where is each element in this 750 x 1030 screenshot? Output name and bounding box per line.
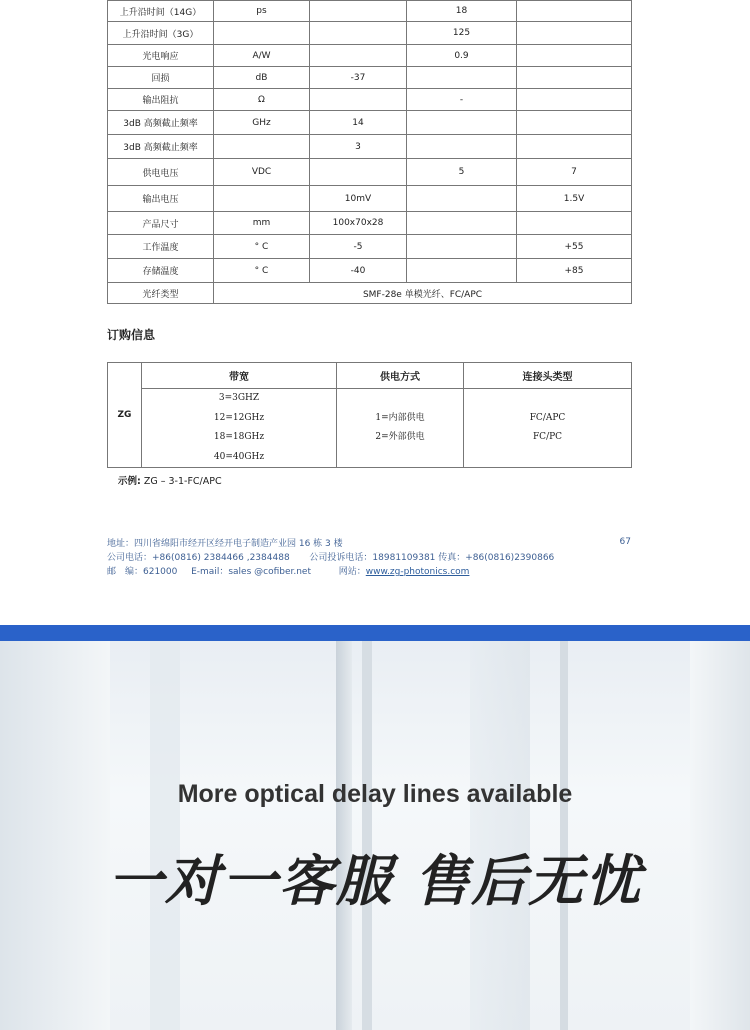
spec-unit-cell: VDC: [214, 159, 310, 186]
spec-typ-cell: [407, 259, 517, 283]
spec-row: [108, 45, 632, 67]
banner-bg-shape: [150, 641, 180, 1030]
banner-bg-shape: [560, 641, 568, 1030]
spec-min-cell: 3: [310, 135, 407, 159]
spec-row: [108, 67, 632, 89]
power-options: [337, 389, 464, 468]
spec-row: [108, 235, 632, 259]
spec-max-cell: 1.5V: [517, 186, 632, 212]
spec-param-cell: 输出阻抗: [108, 89, 214, 111]
banner-bg-shape: [0, 641, 110, 1030]
power-option: 2=外部供电: [375, 432, 425, 442]
spec-min-cell: [310, 1, 407, 22]
spec-unit-cell: [214, 22, 310, 45]
order-header-bandwidth: 带宽: [142, 363, 337, 389]
spec-typ-cell: [407, 111, 517, 135]
spec-param-cell: 3dB 高频截止频率: [108, 111, 214, 135]
spec-typ-cell: 5: [407, 159, 517, 186]
example-value: ZG – 3-1-FC/APC: [143, 476, 222, 487]
spec-min-cell: [310, 22, 407, 45]
spec-typ-cell: [407, 212, 517, 235]
spec-row: [108, 186, 632, 212]
spec-max-cell: 7: [517, 159, 632, 186]
bandwidth-option: 12=12GHz: [213, 412, 265, 423]
spec-param-cell: 光电响应: [108, 45, 214, 67]
spec-min-cell: [310, 159, 407, 186]
spec-row-fiber: [108, 283, 632, 304]
spec-max-cell: [517, 22, 632, 45]
connector-option: FC/PC: [532, 432, 563, 442]
spec-row: [108, 159, 632, 186]
fiber-type-value: SMF-28e 单模光纤、FC/APC: [214, 283, 632, 304]
footer-phones: [107, 551, 631, 565]
spec-max-cell: [517, 135, 632, 159]
spec-param-cell: 供电电压: [108, 159, 214, 186]
banner-bg-shape: [362, 641, 372, 1030]
bandwidth-options: [142, 389, 337, 468]
spec-unit-cell: ps: [214, 1, 310, 22]
spec-table: [107, 0, 632, 304]
spec-row: [108, 135, 632, 159]
spec-unit-cell: [214, 135, 310, 159]
footer-email: E-mail：sales @cofiber.net: [191, 567, 311, 577]
footer-complaint: 公司投诉电话：18981109381 传真：+86(0816)2390866: [309, 553, 555, 563]
spec-min-cell: 10mV: [310, 186, 407, 212]
spec-row: [108, 1, 632, 22]
footer-address: 地址：四川省绵阳市经开区经开电子制造产业园 16 栋 3 楼: [107, 539, 343, 549]
spec-param-cell: 输出电压: [108, 186, 214, 212]
banner-top-bar: [0, 625, 750, 641]
spec-param-cell: 存储温度: [108, 259, 214, 283]
banner-bg-shape: [336, 641, 352, 1030]
footer-phone: 公司电话：+86(0816) 2384466 ,2384488: [107, 553, 290, 563]
spec-unit-cell: dB: [214, 67, 310, 89]
spec-max-cell: +55: [517, 235, 632, 259]
banner-bg-shape: [690, 641, 750, 1030]
spec-max-cell: [517, 89, 632, 111]
page-number: 67: [619, 537, 631, 547]
spec-min-cell: -40: [310, 259, 407, 283]
spec-unit-cell: GHz: [214, 111, 310, 135]
connector-options: [464, 389, 632, 468]
example-label: 示例:: [118, 476, 141, 487]
spec-row: [108, 111, 632, 135]
spec-unit-cell: ° C: [214, 259, 310, 283]
spec-typ-cell: [407, 135, 517, 159]
spec-param-cell: 回损: [108, 67, 214, 89]
spec-typ-cell: [407, 186, 517, 212]
spec-unit-cell: Ω: [214, 89, 310, 111]
spec-param-cell: 上升沿时间（3G）: [108, 22, 214, 45]
spec-unit-cell: A/W: [214, 45, 310, 67]
spec-unit-cell: ° C: [214, 235, 310, 259]
connector-option: FC/APC: [529, 412, 566, 423]
spec-param-cell: 3dB 高频截止频率: [108, 135, 214, 159]
spec-max-cell: [517, 45, 632, 67]
power-option: 1=内部供电: [375, 412, 425, 423]
banner-background: [0, 641, 750, 1030]
banner-bg-shape: [470, 641, 530, 1030]
spec-typ-cell: -: [407, 89, 517, 111]
footer-contact: [107, 565, 631, 579]
order-example: [118, 473, 222, 487]
spec-min-cell: [310, 45, 407, 67]
spec-max-cell: [517, 212, 632, 235]
bandwidth-option: 18=18GHz: [213, 432, 265, 442]
order-header-power: 供电方式: [337, 363, 464, 389]
spec-param-cell: 光纤类型: [108, 283, 214, 304]
order-info-title: 订购信息: [107, 328, 156, 342]
bandwidth-option: 40=40GHz: [213, 451, 265, 462]
spec-row: [108, 212, 632, 235]
spec-typ-cell: 0.9: [407, 45, 517, 67]
page-footer: [107, 537, 631, 579]
spec-param-cell: 产品尺寸: [108, 212, 214, 235]
spec-min-cell: 14: [310, 111, 407, 135]
order-code: ZG: [108, 363, 142, 468]
spec-param-cell: 上升沿时间（14G）: [108, 1, 214, 22]
footer-website-link[interactable]: www.zg-photonics.com: [365, 567, 470, 577]
spec-min-cell: [310, 89, 407, 111]
spec-typ-cell: [407, 67, 517, 89]
order-header-connector: 连接头类型: [464, 363, 632, 389]
spec-max-cell: +85: [517, 259, 632, 283]
spec-max-cell: [517, 111, 632, 135]
spec-row: [108, 22, 632, 45]
spec-param-cell: 工作温度: [108, 235, 214, 259]
spec-row: [108, 89, 632, 111]
spec-unit-cell: mm: [214, 212, 310, 235]
footer-postcode: 邮 编：621000: [107, 567, 178, 577]
spec-typ-cell: 125: [407, 22, 517, 45]
order-table: [107, 362, 632, 468]
spec-min-cell: -37: [310, 67, 407, 89]
spec-unit-cell: [214, 186, 310, 212]
spec-min-cell: 100x70x28: [310, 212, 407, 235]
spec-max-cell: [517, 1, 632, 22]
bandwidth-option: 3=3GHZ: [218, 393, 260, 403]
service-banner: [0, 625, 750, 1030]
spec-row: [108, 259, 632, 283]
banner-subtitle: More optical delay lines available: [177, 780, 573, 808]
spec-typ-cell: [407, 235, 517, 259]
spec-min-cell: -5: [310, 235, 407, 259]
spec-typ-cell: 18: [407, 1, 517, 22]
footer-web-label: 网站：: [338, 567, 366, 577]
spec-max-cell: [517, 67, 632, 89]
banner-headline: 一对一客服 售后无忧: [107, 849, 643, 913]
